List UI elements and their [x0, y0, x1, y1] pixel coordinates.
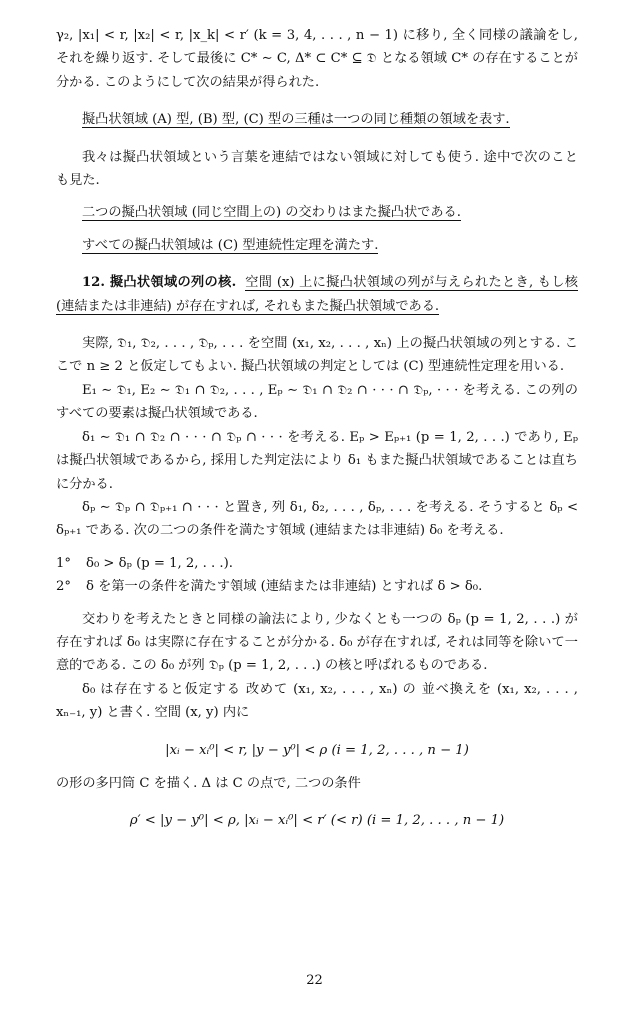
- proof-paragraph-6: δ₀ は存在すると仮定する 改めて (x₁, x₂, . . . , xₙ) の 並べ換えを (x₁, x₂, . . . , xₙ₋₁, y) と書く. 空間 (x, y) 内に: [56, 681, 578, 721]
- proof-paragraph-4: δₚ ∼ 𝔇ₚ ∩ 𝔇ₚ₊₁ ∩ · · · と置き, 列 δ₁, δ₂, . . . , δₚ, . . . を考える. そうすると δₚ < δₚ₊₁ である. 次の二つの条件を満たす領域 (連結または非連結) δ₀ を考える.: [56, 499, 578, 539]
- paragraph-remark: 我々は擬凸状領域という言葉を連結ではない領域に対しても使う. 途中で次のことも見た.: [56, 149, 578, 189]
- condition-2: 2° δ を第一の条件を満たす領域 (連結または非連結) とすれば δ > δ₀.: [56, 579, 483, 595]
- result-statement-3: すべての擬凸状領域は (C) 型連続性定理を満たす.: [82, 237, 379, 253]
- result-statement-2: 二つの擬凸状領域 (同じ空間上の) の交わりはまた擬凸状である.: [82, 205, 461, 221]
- page-body: [56, 24, 578, 843]
- proof-paragraph-2: E₁ ∼ 𝔇₁, E₂ ∼ 𝔇₁ ∩ 𝔇₂, . . . , Eₚ ∼ 𝔇₁ ∩ 𝔇₂ ∩ · · · ∩ 𝔇ₚ, · · · を考える. この列のすべての要素は擬凸状領域である.: [56, 382, 578, 422]
- proof-paragraph-1: 実際, 𝔇₁, 𝔇₂, . . . , 𝔇ₚ, . . . を空間 (x₁, x₂, . . . , xₙ) 上の擬凸状領域の列とする. ここで n ≥ 2 と仮定してもよい. 擬凸状領域の判定としては (C) 型連続性定理を用いる.: [56, 336, 578, 375]
- proof-paragraph-5: 交わりを考えたときと同様の論法により, 少なくとも一つの δₚ (p = 1, 2, . . .) が存在すれば δ₀ は実際に存在することが分かる. δ₀ が存在すれば, それは同等を除いて一意的である. この δ₀ が列 𝔇ₚ (p = 1, 2, . . .) の核と呼ばれるものである.: [56, 611, 578, 674]
- result-statement-1: 擬凸状領域 (A) 型, (B) 型, (C) 型の三種は一つの同じ種類の領域を表す.: [82, 112, 510, 128]
- equation-polycylinder: |xᵢ − xᵢ⁰| < r, |y − y⁰| < ρ (i = 1, 2, . . . , n − 1): [165, 742, 469, 758]
- section-heading: 12. 擬凸状領域の列の核.: [82, 275, 237, 291]
- proof-paragraph-7: の形の多円筒 C を描く. Δ は C の点で, 二つの条件: [56, 775, 361, 791]
- paragraph-continuation: γ₂, |x₁| < r, |x₂| < r, |x_k| < r′ (k = 3, 4, . . . , n − 1) に移り, 全く同様の議論をし, それを繰り返す. そして最後に C* ∼ C, Δ* ⊂ C* ⊆ 𝔇 となる領域 C* の存在することが分かる. このようにして次の結果が得られた.: [56, 28, 578, 90]
- equation-conditions: ρ′ < |y − y⁰| < ρ, |xᵢ − xᵢ⁰| < r′ (< r) (i = 1, 2, . . . , n − 1): [129, 813, 505, 829]
- condition-1: 1° δ₀ > δₚ (p = 1, 2, . . .).: [56, 555, 233, 571]
- page-number: 22: [306, 973, 323, 988]
- section-12: [56, 271, 578, 318]
- theorem-statement: 空間 (x) 上に擬凸状領域の列が与えられたとき, もし核 (連結または非連結) が存在すれば, それもまた擬凸状領域である.: [56, 275, 578, 314]
- proof-paragraph-3: δ₁ ∼ 𝔇₁ ∩ 𝔇₂ ∩ · · · ∩ 𝔇ₚ ∩ · · · を考える. Eₚ > Eₚ₊₁ (p = 1, 2, . . .) であり, Eₚ は擬凸状領域であるから, 採用した判定法により δ₁ もまた擬凸状領域であることは直ちに分かる.: [56, 429, 578, 492]
